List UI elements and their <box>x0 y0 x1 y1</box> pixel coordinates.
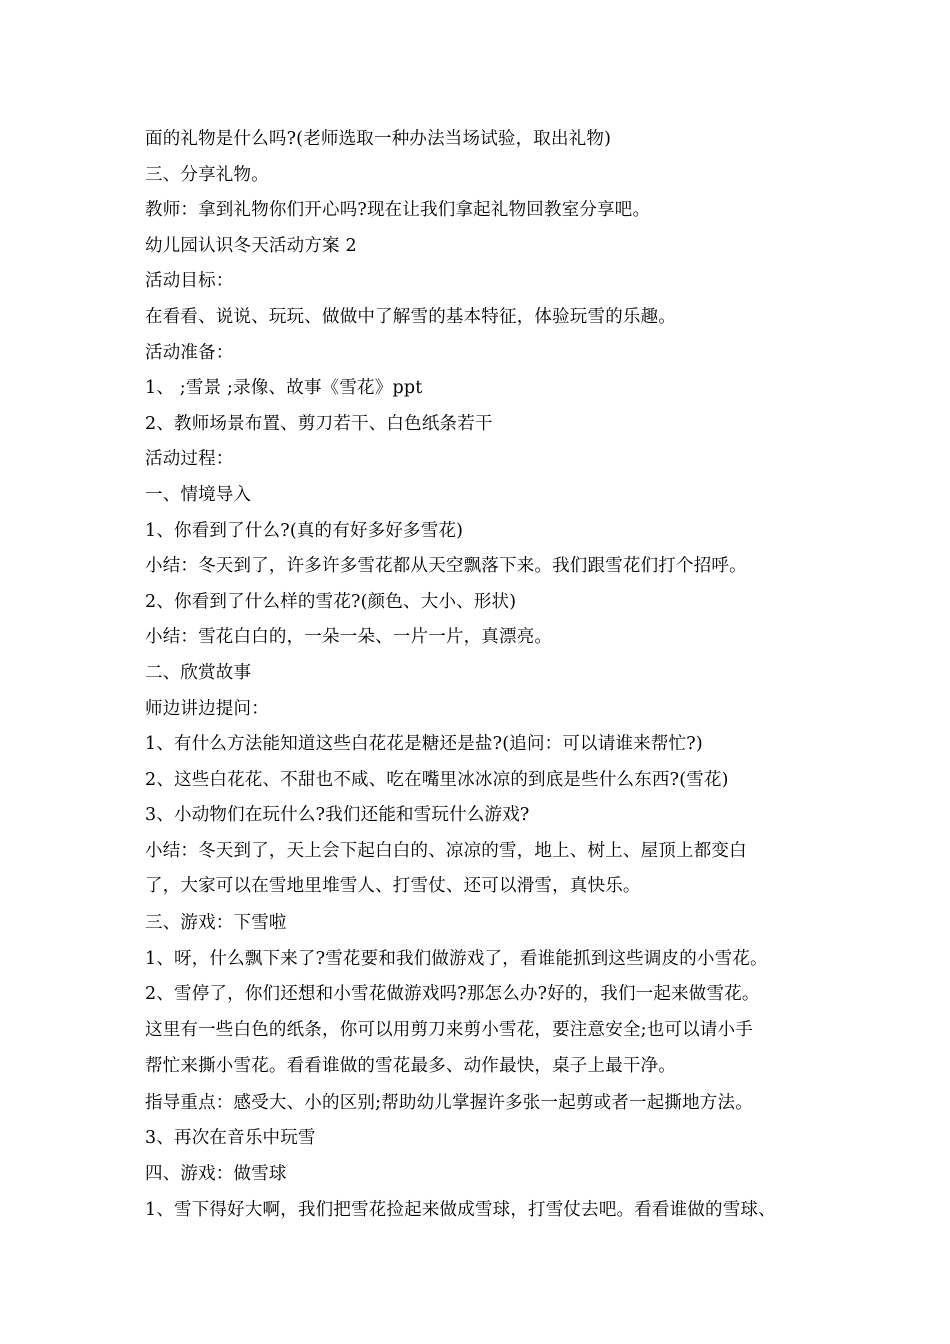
section-heading: 活动准备： <box>145 342 234 363</box>
section-heading: 二、欣赏故事 <box>145 662 252 683</box>
list-item: 1、有什么方法能知道这些白花花是糖还是盐?(追问：可以请谁来帮忙?) <box>145 734 703 755</box>
text-line: 这里有一些白色的纸条，你可以用剪刀来剪小雪花，要注意安全;也可以请小手 <box>145 1019 753 1040</box>
list-item: 2、这些白花花、不甜也不咸、吃在嘴里冰冰凉的到底是些什么东西?(雪花) <box>145 769 729 790</box>
summary-line: 小结：冬天到了，天上会下起白白的、凉凉的雪，地上、树上、屋顶上都变白 <box>145 840 747 861</box>
summary-line: 小结：雪花白白的，一朵一朵、一片一片，真漂亮。 <box>145 627 553 648</box>
text-line: 面的礼物是什么吗?(老师选取一种办法当场试验，取出礼物) <box>145 129 612 149</box>
summary-line: 小结：冬天到了，许多许多雪花都从天空飘落下来。我们跟雪花们打个招呼。 <box>145 556 747 577</box>
text-line: 师边讲边提问： <box>145 698 269 719</box>
section-heading: 三、分享礼物。 <box>145 164 269 185</box>
list-item: 1、你看到了什么?(真的有好多好多雪花) <box>145 520 464 541</box>
list-item: 3、再次在音乐中玩雪 <box>145 1128 316 1149</box>
list-item: 1、 ;雪景 ;录像、故事《雪花》ppt <box>145 378 423 399</box>
guidance-line: 指导重点：感受大、小的区别;帮助幼儿掌握许多张一起剪或者一起撕地方法。 <box>145 1092 753 1113</box>
section-heading: 一、情境导入 <box>145 484 252 505</box>
document-body <box>145 122 835 1228</box>
text-line: 了，大家可以在雪地里堆雪人、打雪仗、还可以滑雪，真快乐。 <box>145 876 641 897</box>
text-line: 教师：拿到礼物你们开心吗?现在让我们拿起礼物回教室分享吧。 <box>145 200 651 221</box>
list-item: 3、小动物们在玩什么?我们还能和雪玩什么游戏? <box>145 805 530 826</box>
section-heading: 活动目标： <box>145 271 234 292</box>
plan-title: 幼儿园认识冬天活动方案 2 <box>145 235 357 256</box>
list-item: 2、你看到了什么样的雪花?(颜色、大小、形状) <box>145 591 517 612</box>
list-item: 2、教师场景布置、剪刀若干、白色纸条若干 <box>145 413 493 434</box>
text-line: 帮忙来撕小雪花。看看谁做的雪花最多、动作最快，桌子上最干净。 <box>145 1056 676 1077</box>
section-heading: 活动过程： <box>145 449 234 470</box>
list-item: 1、雪下得好大啊，我们把雪花捡起来做成雪球，打雪仗去吧。看看谁做的雪球、 <box>145 1199 776 1220</box>
list-item: 2、雪停了，你们还想和小雪花做游戏吗?那怎么办?好的，我们一起来做雪花。 <box>145 984 760 1005</box>
text-line: 在看看、说说、玩玩、做做中了解雪的基本特征，体验玩雪的乐趣。 <box>145 306 676 327</box>
section-heading: 三、游戏：下雪啦 <box>145 912 287 933</box>
section-heading: 四、游戏：做雪球 <box>145 1163 287 1184</box>
list-item: 1、呀，什么飘下来了?雪花要和我们做游戏了，看谁能抓到这些调皮的小雪花。 <box>145 948 768 969</box>
